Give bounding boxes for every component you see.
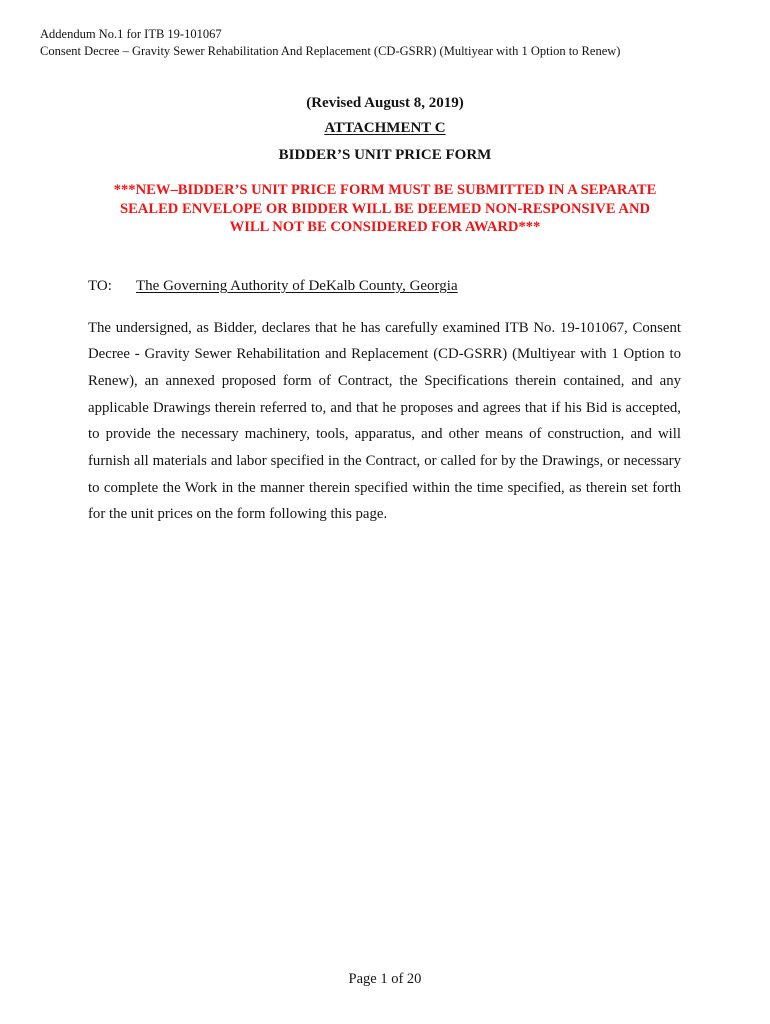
paragraph-line: furnish all materials and labor specified in the Contract, or called for by the Drawings, or necessary [88,453,681,470]
attachment-title-text: ATTACHMENT C [324,120,446,136]
addressee-name: The Governing Authority of DeKalb County, Georgia [136,278,458,294]
notice-line: SEALED ENVELOPE OR BIDDER WILL BE DEEMED NON-RESPONSIVE AND [119,200,651,217]
notice-line: WILL NOT BE CONSIDERED FOR AWARD*** [229,219,541,235]
paragraph-line: for the unit prices on the form following this page. [88,506,388,523]
revised-date-title: (Revised August 8, 2019) [306,95,464,111]
form-name-title: BIDDER’S UNIT PRICE FORM [278,147,492,163]
paragraph-line: Renew), an annexed proposed form of Contract, the Specifications therein contained, and any [88,372,681,389]
notice-line: ***NEW–BIDDER’S UNIT PRICE FORM MUST BE SUBMITTED IN A SEPARATE [113,182,657,198]
attachment-title [0,118,770,138]
header-addendum-line: Addendum No.1 for ITB 19-101067 [40,27,222,41]
addressee-label: TO: [88,278,112,294]
paragraph-line: to complete the Work in the manner therein specified within the time specified, as therein set forth [88,479,681,496]
header-project-line: Consent Decree – Gravity Sewer Rehabilitation And Replacement (CD-GSRR) (Multiyear with 1 Option to Renew) [40,44,621,58]
paragraph-line: Decree - Gravity Sewer Rehabilitation and Replacement (CD-GSRR) (Multiyear with 1 Option to [88,346,681,363]
paragraph-line: applicable Drawings therein referred to, and that he proposes and agrees that if his Bid is accepted, [88,399,681,416]
page-number: Page 1 of 20 [348,971,422,987]
submission-notice [0,181,770,237]
paragraph-line: The undersigned, as Bidder, declares that he has carefully examined ITB No. 19-101067, Consent [88,319,681,336]
declaration-paragraph [88,315,681,529]
paragraph-line: to provide the necessary machinery, tools, apparatus, and other means of construction, and will [88,426,681,443]
